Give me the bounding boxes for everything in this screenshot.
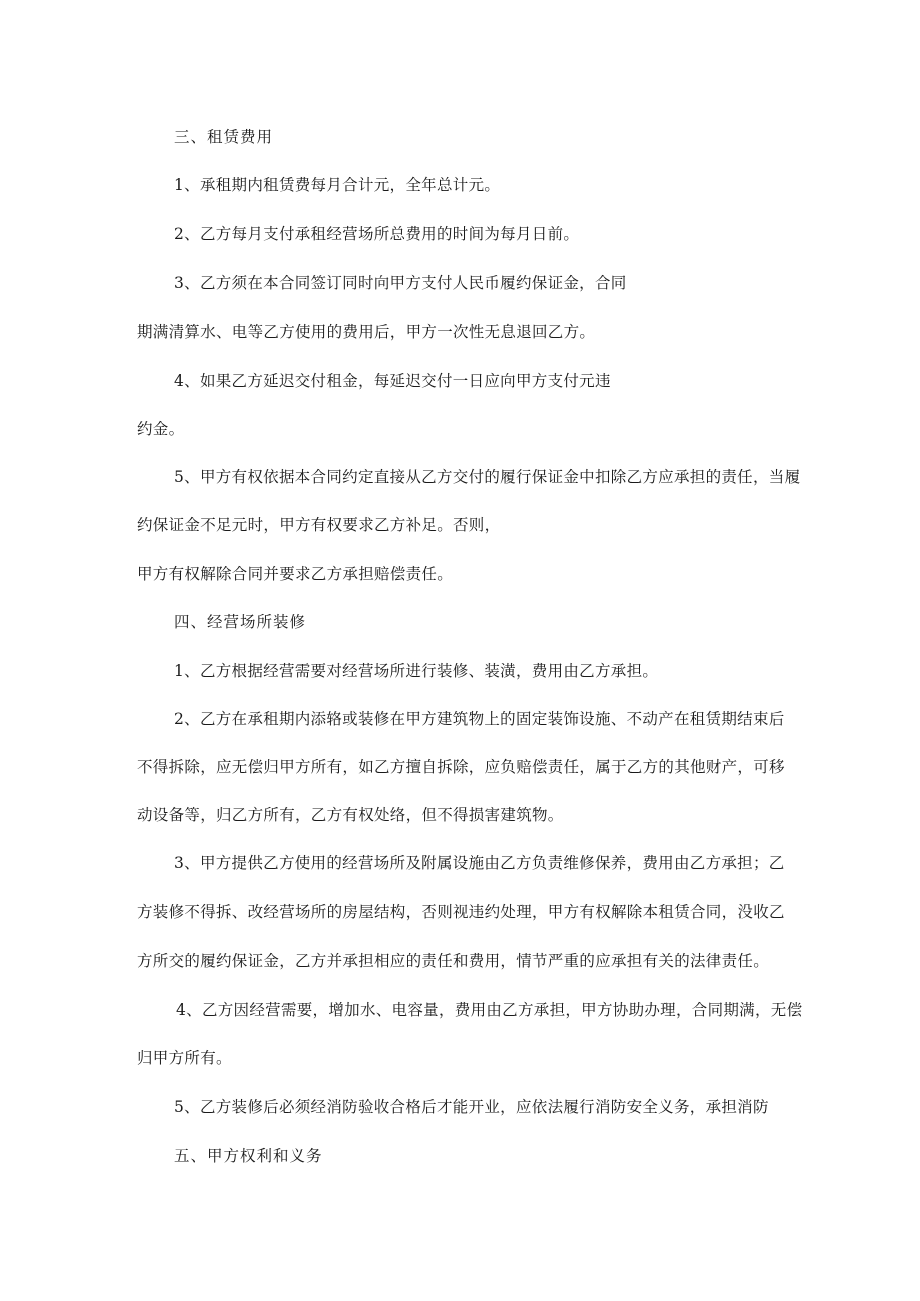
clause-4-4: 4、乙方因经营需要，增加水、电容量，费用由乙方承担，甲方协助办理，合同期满，无偿 xyxy=(176,1001,803,1019)
section-heading-rental-fees: 三、租赁费用 xyxy=(174,128,274,146)
clause-3-3: 3、乙方须在本合同签订同时向甲方支付人民币履约保证金，合同 xyxy=(174,274,627,292)
clause-3-3-continued: 期满清算水、电等乙方使用的费用后，甲方一次性无息退回乙方。 xyxy=(137,323,596,341)
clause-4-2-continued-2: 动设备等，归乙方所有，乙方有权处络，但不得损害建筑物。 xyxy=(137,806,564,824)
clause-4-2-continued: 不得拆除，应无偿归甲方所有，如乙方擅自拆除，应负赔偿责任，属于乙方的其他财产，可移 xyxy=(137,758,785,776)
clause-3-5: 5、甲方有权依据本合同约定直接从乙方交付的履行保证金中扣除乙方应承担的责任，当履 xyxy=(174,468,801,486)
clause-4-3-continued-2: 方所交的履约保证金，乙方并承担相应的责任和费用，情节严重的应承担有关的法律责任。 xyxy=(137,952,770,970)
section-heading-party-a-rights: 五、甲方权利和义务 xyxy=(174,1147,323,1165)
clause-4-5: 5、乙方装修后必须经消防验收合格后才能开业，应依法履行消防安全义务，承担消防 xyxy=(174,1098,769,1116)
clause-3-5-continued: 约保证金不足元时，甲方有权要求乙方补足。否则， xyxy=(137,516,501,534)
section-heading-decoration: 四、经营场所装修 xyxy=(174,613,307,631)
clause-3-4-continued: 约金。 xyxy=(137,420,185,438)
clause-4-3-continued: 方装修不得拆、改经营场所的房屋结构，否则视违约处理，甲方有权解除本租赁合同，没收乙 xyxy=(137,903,785,921)
clause-3-4: 4、如果乙方延迟交付租金，每延迟交付一日应向甲方支付元违 xyxy=(174,372,611,390)
clause-4-3: 3、甲方提供乙方使用的经营场所及附属设施由乙方负责维修保养，费用由乙方承担；乙 xyxy=(174,854,785,872)
clause-4-2: 2、乙方在承租期内添辂或装修在甲方建筑物上的固定装饰设施、不动产在租赁期结束后 xyxy=(174,710,785,728)
clause-3-1: 1、承租期内租赁费每月合计元，全年总计元。 xyxy=(174,176,501,194)
clause-3-5-continued-2: 甲方有权解除合同并要求乙方承担赔偿责任。 xyxy=(137,565,454,583)
clause-4-4-continued: 归甲方所有。 xyxy=(137,1049,232,1067)
clause-4-1: 1、乙方根据经营需要对经营场所进行装修、装潢，费用由乙方承担。 xyxy=(174,662,659,680)
clause-3-2: 2、乙方每月支付承租经营场所总费用的时间为每月日前。 xyxy=(174,225,580,243)
